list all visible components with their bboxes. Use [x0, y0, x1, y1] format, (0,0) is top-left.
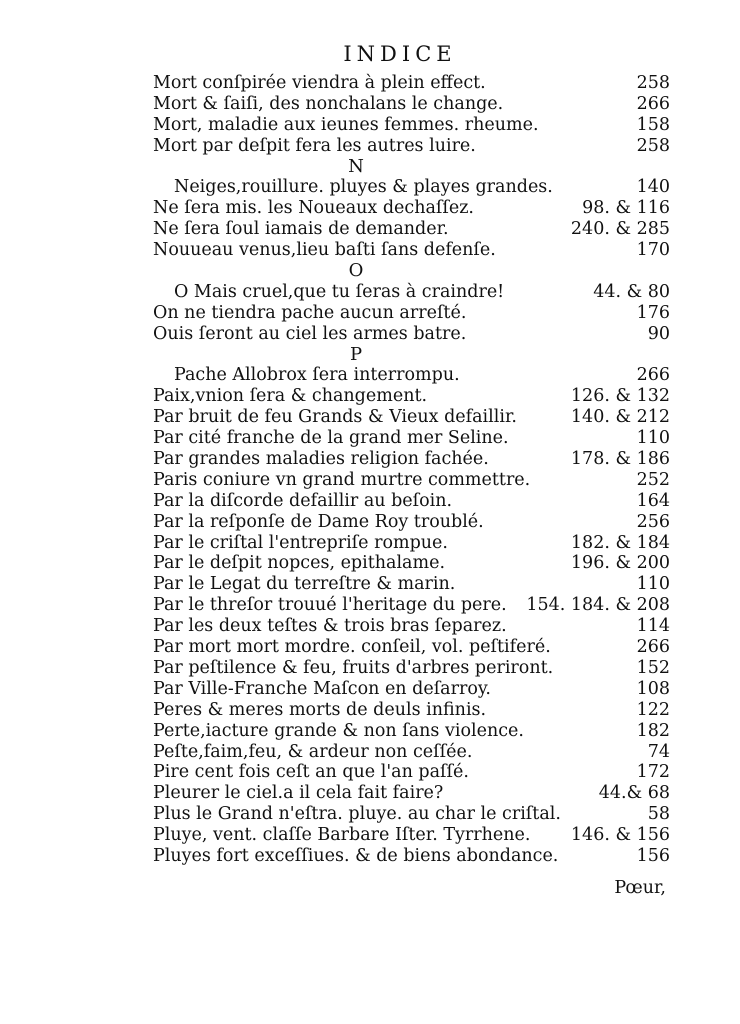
index-entry — [0, 136, 740, 157]
entry-page-ref: 126. & 132 — [570, 386, 670, 407]
section-letter — [0, 261, 740, 282]
entry-text: Pluye, vent. claſſe Barbare Iſter. Tyrrhene. — [153, 825, 531, 846]
index-entry — [0, 94, 740, 115]
entry-text: Pleurer le ciel.a il cela fait faire? — [153, 783, 444, 804]
entry-page-ref: 74 — [647, 741, 670, 762]
section-letter-label: N — [348, 155, 364, 177]
entry-page-ref: 266 — [636, 365, 670, 386]
entry-page-ref: 170 — [636, 240, 670, 261]
entry-text: Peſte,faim,feu, & ardeur non ceſſée. — [153, 741, 473, 762]
index-entry — [0, 365, 740, 386]
index-entry — [0, 700, 740, 721]
entry-page-ref: 196. & 200 — [570, 553, 670, 574]
entry-page-ref: 44. & 80 — [593, 281, 670, 302]
entry-text: Mort conſpirée viendra à plein effect. — [153, 73, 486, 93]
entry-page-ref: 122 — [636, 699, 670, 720]
entry-page-ref: 164 — [636, 490, 670, 511]
index-entry — [0, 721, 740, 742]
index-entry — [0, 574, 740, 595]
entry-text: Par Ville-Franche Maſcon en deſarroy. — [153, 678, 491, 699]
entry-text: Pache Allobrox ſera interrompu. — [174, 365, 460, 386]
entry-text: Par peſtilence & feu, fruits d'arbres periront. — [153, 657, 554, 678]
entry-page-ref: 90 — [647, 323, 670, 344]
entry-page-ref: 182 — [636, 720, 670, 741]
index-entry — [0, 825, 740, 846]
entry-text: Par grandes maladies religion fachée. — [153, 449, 489, 470]
index-entry — [0, 762, 740, 783]
entry-text: Par le criſtal l'entrepriſe rompue. — [153, 532, 448, 553]
entry-page-ref: 172 — [636, 762, 670, 783]
entry-text: O Mais cruel,que tu ſeras à craindre! — [174, 281, 505, 302]
index-entry — [0, 115, 740, 136]
index-entry — [0, 240, 740, 261]
entry-text: Mort par deſpit fera les autres luire. — [153, 135, 476, 156]
index-entry — [0, 219, 740, 240]
index-entry — [0, 679, 740, 700]
index-entry — [0, 658, 740, 679]
index-entry — [0, 533, 740, 554]
entry-text: Par cité franche de la grand mer Seline. — [153, 428, 509, 449]
entry-page-ref: 44.& 68 — [598, 783, 670, 804]
index-entry — [0, 846, 740, 867]
entry-text: Ne ſera mis. les Noueaux dechaſſez. — [153, 198, 474, 219]
index-entry — [0, 742, 740, 763]
entry-page-ref: 140. & 212 — [570, 407, 670, 428]
section-letter — [0, 345, 740, 366]
index-entry — [0, 512, 740, 533]
index-entry — [0, 449, 740, 470]
index-entry — [0, 198, 740, 219]
entry-page-ref: 258 — [636, 73, 670, 93]
entry-page-ref: 240. & 285 — [570, 219, 670, 240]
entry-text: Par bruit de feu Grands & Vieux defaillir. — [153, 407, 517, 428]
entry-text: Paix,vnion ſera & changement. — [153, 386, 428, 407]
index-entry — [0, 553, 740, 574]
index-entry — [0, 470, 740, 491]
entry-text: Paris coniure vn grand murtre commettre. — [153, 469, 531, 490]
index-entry — [0, 177, 740, 198]
entry-page-ref: 256 — [636, 511, 670, 532]
entry-page-ref: 140 — [636, 177, 670, 198]
entry-page-ref: 110 — [636, 428, 670, 449]
entry-page-ref: 156 — [636, 845, 670, 866]
entry-text: Ouis ſeront au ciel les armes batre. — [153, 323, 467, 344]
entry-page-ref: 158 — [636, 114, 670, 135]
index-entry — [0, 783, 740, 804]
entry-text: Ne ſera ſoul iamais de demander. — [153, 219, 449, 240]
entry-text: Neiges,rouillure. pluyes & playes grandes. — [174, 177, 553, 198]
entry-text: On ne tiendra pache aucun arreſté. — [153, 302, 467, 323]
index-entry — [0, 428, 740, 449]
entry-page-ref: 114 — [636, 616, 670, 637]
section-letter-label: P — [349, 343, 363, 365]
entry-text: Peres & meres morts de deuls infinis. — [153, 699, 487, 720]
entry-text: Pluyes fort exceſſiues. & de biens abondance. — [153, 845, 559, 866]
entry-text: Mort, maladie aux ieunes femmes. rheume. — [153, 114, 539, 135]
index-entry — [0, 491, 740, 512]
index-entry — [0, 804, 740, 825]
entry-page-ref: 110 — [636, 574, 670, 595]
index-entry — [0, 73, 740, 94]
catchword: Pœur, — [614, 878, 666, 898]
index-entry — [0, 282, 740, 303]
index-entry — [0, 616, 740, 637]
entry-text: Mort & ſaiſi, des nonchalans le change. — [153, 93, 504, 114]
entry-text: Perte,iacture grande & non ſans violence. — [153, 720, 524, 741]
entry-text: Plus le Grand n'eſtra. pluye. au char le criſtal. — [153, 804, 561, 825]
entry-text: Par la diſcorde defaillir au beſoin. — [153, 490, 453, 511]
entry-page-ref: 266 — [636, 637, 670, 658]
entry-text: Par mort mort mordre. conſeil, vol. peſtiferé. — [153, 637, 551, 658]
entry-page-ref: 182. & 184 — [570, 532, 670, 553]
section-letter — [0, 157, 740, 178]
index-entry — [0, 637, 740, 658]
entry-text: Par les deux teſtes & trois bras ſeparez. — [153, 616, 507, 637]
index-entry — [0, 324, 740, 345]
entry-page-ref: 252 — [636, 469, 670, 490]
entry-page-ref: 146. & 156 — [570, 825, 670, 846]
index-entry — [0, 407, 740, 428]
entry-page-ref: 258 — [636, 135, 670, 156]
entry-page-ref: 98. & 116 — [582, 198, 670, 219]
page-title: INDICE — [343, 42, 457, 66]
section-letter-label: O — [348, 260, 364, 282]
index-entries — [0, 73, 740, 867]
entry-text: Par le threſor trouué l'heritage du pere. — [153, 595, 507, 616]
entry-text: Par le Legat du terreſtre & marin. — [153, 574, 456, 595]
entry-text: Pire cent fois ceſt an que l'an paſſé. — [153, 762, 469, 783]
index-entry — [0, 595, 740, 616]
entry-page-ref: 58 — [647, 804, 670, 825]
index-entry — [0, 303, 740, 324]
entry-page-ref: 108 — [636, 678, 670, 699]
entry-text: Par la reſponſe de Dame Roy troublé. — [153, 511, 484, 532]
entry-page-ref: 152 — [636, 657, 670, 678]
entry-text: Par le deſpit nopces, epithalame. — [153, 553, 446, 574]
entry-page-ref: 154. 184. & 208 — [526, 595, 670, 616]
index-entry — [0, 386, 740, 407]
entry-page-ref: 266 — [636, 93, 670, 114]
entry-page-ref: 178. & 186 — [570, 449, 670, 470]
entry-text: Nouueau venus,lieu baſti ſans defenſe. — [153, 240, 496, 261]
entry-page-ref: 176 — [636, 302, 670, 323]
